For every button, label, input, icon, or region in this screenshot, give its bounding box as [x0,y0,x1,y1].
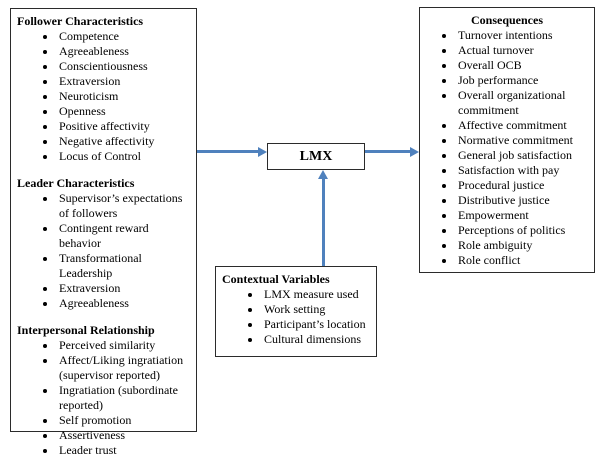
list-item: • Competence [57,29,192,44]
list-item: • Neuroticism [57,89,192,104]
list-item: • Leader trust [57,443,192,458]
list-item: • Distributive justice [456,193,590,208]
list-item: • Extraversion [57,74,192,89]
list-item: • Procedural justice [456,178,590,193]
list-item: • Perceptions of politics [456,223,590,238]
list-item: • Role conflict [456,253,590,268]
list-item: • Agreeableness [57,296,192,311]
list-item: • Job performance [456,73,590,88]
list-item: • Negative affectivity [57,134,192,149]
list-item: • Cultural dimensions [262,332,372,347]
contextual-variables-heading: Contextual Variables [222,272,330,286]
follower-characteristics-heading: Follower Characteristics [17,14,144,28]
leader-characteristics-heading: Leader Characteristics [17,176,135,190]
list-item: • LMX measure used [262,287,372,302]
arrow-right-icon [410,147,419,157]
list-item: • Assertiveness [57,428,192,443]
list-item: • Ingratiation (subordinate reported) [57,383,192,413]
list-item: • Perceived similarity [57,338,192,353]
arrow-line [197,150,259,153]
list-item: • Role ambiguity [456,238,590,253]
list-item: • Work setting [262,302,372,317]
contextual-variables-list [222,287,372,347]
list-item: • Positive affectivity [57,119,192,134]
list-item: • Actual turnover [456,43,590,58]
contextual-variables-box [215,266,377,357]
list-item: • Openness [57,104,192,119]
antecedents-box [10,8,197,457]
arrow-right-icon [258,147,267,157]
arrow-line [365,150,411,153]
list-item: • Supervisor’s expectations of followers [57,191,192,221]
list-item: • Affect/Liking ingratiation (supervisor reported) [57,353,192,383]
list-item: • Satisfaction with pay [456,163,590,178]
lmx-box [267,143,365,170]
follower-characteristics-section [17,14,192,164]
list-item: • Affective commitment [456,118,590,133]
consequences-box [419,7,595,273]
list-item: • Self promotion [57,413,192,428]
leader-characteristics-section [17,176,192,311]
list-item: • Turnover intentions [456,28,590,43]
list-item: • Contingent reward behavior [57,221,192,251]
arrow-line [322,178,325,266]
lmx-label: LMX [299,149,333,164]
list-item: • Normative commitment [456,133,590,148]
list-item: • General job satisfaction [456,148,590,163]
consequences-list [424,28,590,268]
list-item: • Locus of Control [57,149,192,164]
follower-characteristics-list [17,29,192,164]
list-item: • Overall OCB [456,58,590,73]
consequences-heading: Consequences [470,13,543,27]
interpersonal-relationship-heading: Interpersonal Relationship [17,323,155,337]
list-item: • Conscientiousness [57,59,192,74]
interpersonal-relationship-list [17,338,192,458]
list-item: • Extraversion [57,281,192,296]
list-item: • Overall organizational commitment [456,88,590,118]
list-item: • Agreeableness [57,44,192,59]
list-item: • Transformational Leadership [57,251,192,281]
list-item: • Empowerment [456,208,590,223]
leader-characteristics-list [17,191,192,311]
list-item: • Participant’s location [262,317,372,332]
interpersonal-relationship-section [17,323,192,458]
arrow-up-icon [318,170,328,179]
